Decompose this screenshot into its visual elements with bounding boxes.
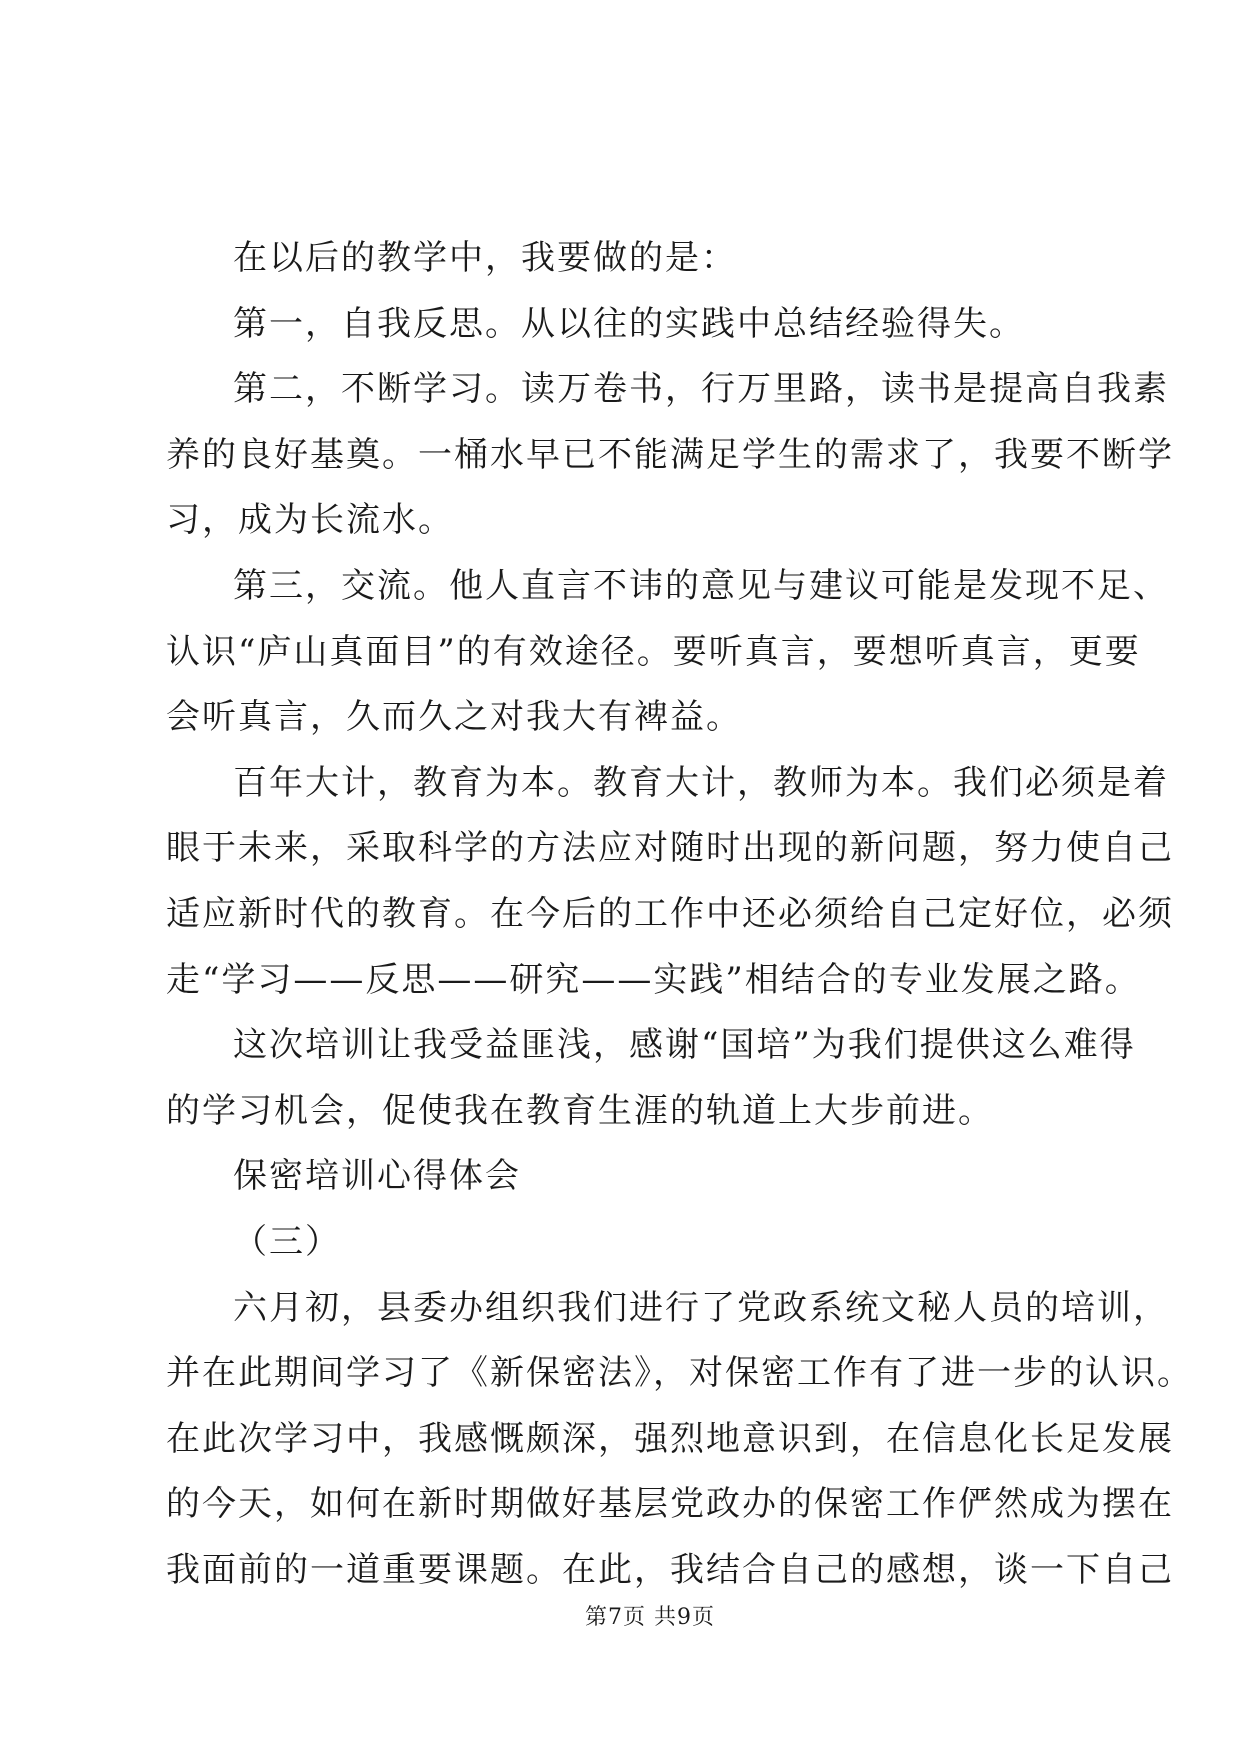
text-line: 走“学习——反思——研究——实践”相结合的专业发展之路。 (166, 960, 1141, 1000)
text-line: 适应新时代的教育。在今后的工作中还必须给自己定好位，必须 (166, 894, 1174, 934)
text-line: 这次培训让我受益匪浅，感谢“国培”为我们提供这么难得 (233, 1025, 1136, 1065)
text-line: 我面前的一道重要课题。在此，我结合自己的感想，谈一下自己 (166, 1550, 1174, 1590)
text-line: 第三，交流。他人直言不讳的意见与建议可能是发现不足、 (233, 566, 1169, 606)
page-number-label: 第7页 共9页 (585, 1605, 715, 1630)
text-line: 在以后的教学中，我要做的是： (233, 238, 737, 278)
text-line: 第一，自我反思。从以往的实践中总结经验得失。 (233, 304, 1025, 344)
text-line: 眼于未来，采取科学的方法应对随时出现的新问题，努力使自己 (166, 828, 1174, 868)
text-line: 的今天，如何在新时期做好基层党政办的保密工作俨然成为摆在 (166, 1484, 1174, 1524)
text-line: 养的良好基奠。一桶水早已不能满足学生的需求了，我要不断学 (166, 435, 1174, 475)
text-line: 六月初，县委办组织我们进行了党政系统文秘人员的培训， (233, 1288, 1169, 1328)
text-line: 并在此期间学习了《新保密法》，对保密工作有了进一步的认识。 (166, 1353, 1193, 1393)
text-line: 百年大计，教育为本。教育大计，教师为本。我们必须是着 (233, 763, 1169, 803)
text-line: 的学习机会，促使我在教育生涯的轨道上大步前进。 (166, 1091, 994, 1131)
section-heading: 保密培训心得体会 (233, 1156, 521, 1196)
text-line: 第二，不断学习。读万卷书，行万里路，读书是提高自我素 (233, 369, 1169, 409)
text-line: 在此次学习中，我感慨颇深，强烈地意识到，在信息化长足发展 (166, 1419, 1174, 1459)
text-line: 会听真言，久而久之对我大有裨益。 (166, 697, 742, 737)
page-footer (0, 1604, 1241, 1632)
text-line: 习，成为长流水。 (166, 500, 454, 540)
section-number: （三） (233, 1222, 341, 1262)
text-line: 认识“庐山真面目”的有效途径。要听真言，要想听真言，更要 (166, 632, 1141, 672)
